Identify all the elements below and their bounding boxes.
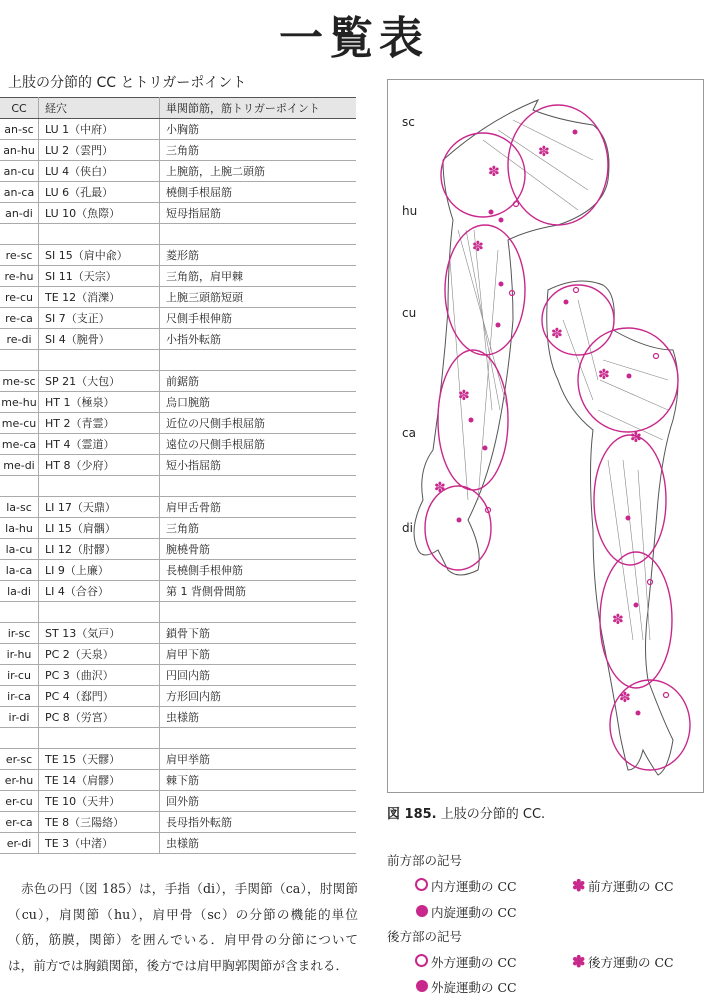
cell-muscle: 上腕三頭筋短頭 [160, 287, 357, 308]
cc-table [0, 97, 356, 854]
ring-symbol-icon [415, 878, 428, 894]
cell-muscle: 長母指外転筋 [160, 812, 357, 833]
legend-back-item-0: 外方運動の CC [415, 953, 517, 971]
segment-circle-di-front [425, 486, 491, 570]
segment-circle-sc-back [542, 285, 614, 355]
cell-acupoint: LI 15（肩髃） [39, 518, 160, 539]
table-row [0, 812, 356, 833]
table-row [0, 623, 356, 644]
cell-cc-code: er-sc [0, 749, 39, 770]
cell-muscle: 短小指屈筋 [160, 455, 357, 476]
table-row [0, 791, 356, 812]
cell-acupoint: LI 12（肘髎） [39, 539, 160, 560]
cell-acupoint: LU 4（侠白） [39, 161, 160, 182]
cell-acupoint: PC 8（労宮） [39, 707, 160, 728]
cell-cc-code: an-sc [0, 119, 39, 140]
table-row [0, 497, 356, 518]
cell-cc-code: an-di [0, 203, 39, 224]
cell-muscle: 小胸筋 [160, 119, 357, 140]
cell-acupoint: LU 2（雲門） [39, 140, 160, 161]
cell-muscle: 虫様筋 [160, 833, 357, 854]
table-row [0, 329, 356, 350]
cell-acupoint: SI 15（肩中兪） [39, 245, 160, 266]
cell-acupoint: PC 3（曲沢） [39, 665, 160, 686]
legend-front-heading: 前方部の記号 [387, 853, 463, 868]
table-row [0, 266, 356, 287]
cell-muscle: 尺側手根伸筋 [160, 308, 357, 329]
figure-caption-number: 図 185. [387, 807, 437, 822]
table-row [0, 287, 356, 308]
cell-cc-code: ir-cu [0, 665, 39, 686]
cell-muscle: 三角筋，肩甲棘 [160, 266, 357, 287]
segment-label-sc: sc [402, 115, 415, 129]
cell-acupoint: PC 2（天泉） [39, 644, 160, 665]
cell-acupoint: TE 10（天井） [39, 791, 160, 812]
cell-cc-code: an-hu [0, 140, 39, 161]
cell-acupoint: LI 17（天鼎） [39, 497, 160, 518]
cell-muscle: 近位の尺側手根屈筋 [160, 413, 357, 434]
svg-text:✽: ✽ [551, 326, 563, 342]
star-symbol-icon: ✽ [572, 876, 586, 895]
cell-cc-code: re-hu [0, 266, 39, 287]
segment-label-hu: hu [402, 204, 418, 218]
table-row [0, 371, 356, 392]
table-row [0, 308, 356, 329]
table-row [0, 833, 356, 854]
legend-back-heading: 後方部の記号 [387, 929, 463, 944]
cell-muscle: 菱形筋 [160, 245, 357, 266]
cell-acupoint: SI 7（支正） [39, 308, 160, 329]
legend-back-item-2: 外旋運動の CC [415, 978, 517, 996]
segment-circle-sc-front [441, 133, 525, 217]
cell-acupoint: TE 14（肩髎） [39, 770, 160, 791]
cell-muscle: 遠位の尺側手根屈筋 [160, 434, 357, 455]
cell-muscle: 方形回内筋 [160, 686, 357, 707]
cell-cc-code: er-hu [0, 770, 39, 791]
cell-acupoint: TE 12（消濼） [39, 287, 160, 308]
segment-circle-cu-back [594, 435, 666, 565]
cell-cc-code: er-cu [0, 791, 39, 812]
cell-acupoint: HT 2（青霊） [39, 413, 160, 434]
cell-acupoint: HT 8（少府） [39, 455, 160, 476]
table-row [0, 707, 356, 728]
table-spacer-row [0, 602, 356, 623]
cell-cc-code: me-hu [0, 392, 39, 413]
figure-caption [387, 803, 545, 822]
cell-muscle: 烏口腕筋 [160, 392, 357, 413]
figure-caption-text: 上肢の分節的 CC. [436, 807, 546, 822]
cell-acupoint: LU 1（中府） [39, 119, 160, 140]
segment-circle-hu-back [578, 328, 678, 432]
cell-cc-code: re-cu [0, 287, 39, 308]
dot-symbol-icon [415, 905, 428, 920]
dot-symbol-icon [415, 980, 428, 995]
table-row [0, 119, 356, 140]
svg-text:✽: ✽ [458, 388, 470, 404]
table-row [0, 665, 356, 686]
cell-acupoint: SI 11（天宗） [39, 266, 160, 287]
cell-acupoint: SI 4（腕骨） [39, 329, 160, 350]
cell-muscle: 回外筋 [160, 791, 357, 812]
cell-acupoint: ST 13（気戸） [39, 623, 160, 644]
cell-cc-code: la-ca [0, 560, 39, 581]
svg-text:✽: ✽ [434, 480, 446, 496]
cell-acupoint: LU 6（孔最） [39, 182, 160, 203]
cell-cc-code: re-di [0, 329, 39, 350]
svg-text:✽: ✽ [619, 690, 631, 706]
cell-muscle: 腕橈骨筋 [160, 539, 357, 560]
table-header-row [0, 98, 356, 119]
page-title: 一覧表 [279, 13, 429, 64]
cell-muscle: 小指外転筋 [160, 329, 357, 350]
arm-illustration [388, 80, 703, 792]
cell-muscle: 肩甲舌骨筋 [160, 497, 357, 518]
column-header-muscle: 単関節筋，筋トリガーポイント [160, 98, 357, 119]
cell-cc-code: me-di [0, 455, 39, 476]
table-row [0, 203, 356, 224]
table-row [0, 245, 356, 266]
cell-acupoint: LI 9（上廉） [39, 560, 160, 581]
segment-circle-cu-front [445, 225, 525, 355]
cell-acupoint: TE 3（中渚） [39, 833, 160, 854]
table-spacer-row [0, 476, 356, 497]
cell-cc-code: er-ca [0, 812, 39, 833]
legend-front-item-0: 内方運動の CC [415, 877, 517, 895]
segment-circle-scapula-front [508, 105, 608, 225]
table-spacer-row [0, 350, 356, 371]
table-row [0, 644, 356, 665]
table-row [0, 182, 356, 203]
table-row [0, 770, 356, 791]
svg-text:✽: ✽ [488, 164, 500, 180]
cell-cc-code: me-cu [0, 413, 39, 434]
table-spacer-row [0, 224, 356, 245]
segment-label-cu: cu [402, 306, 417, 320]
svg-text:✽: ✽ [612, 612, 624, 628]
svg-text:✽: ✽ [630, 430, 642, 446]
table-row [0, 539, 356, 560]
segment-circle-ca-back [600, 552, 672, 688]
cell-muscle: 三角筋 [160, 518, 357, 539]
cell-cc-code: la-cu [0, 539, 39, 560]
table-row [0, 392, 356, 413]
cell-acupoint: HT 4（霊道） [39, 434, 160, 455]
cell-muscle: 肩甲下筋 [160, 644, 357, 665]
cell-muscle: 鎖骨下筋 [160, 623, 357, 644]
cell-muscle: 橈側手根屈筋 [160, 182, 357, 203]
cell-acupoint: SP 21（大包） [39, 371, 160, 392]
svg-text:✽: ✽ [538, 144, 550, 160]
body-paragraph: 赤色の円（図 185）は，手指（di），手関節（ca），肘関節（cu），肩関節（hu），肩甲骨（sc）の分節の機能的単位（筋，筋膜，関節）を囲んでいる．肩甲骨の分節については，前方では胸鎖関節，後方では肩甲胸郭関節が含まれる． [8, 881, 358, 973]
cell-acupoint: PC 4（郄門） [39, 686, 160, 707]
cell-acupoint: LU 10（魚際） [39, 203, 160, 224]
table-title: 上肢の分節的 CC とトリガーポイント [8, 75, 247, 91]
cell-muscle: 上腕筋，上腕二頭筋 [160, 161, 357, 182]
cell-cc-code: la-sc [0, 497, 39, 518]
table-row [0, 560, 356, 581]
table-row [0, 581, 356, 602]
cell-muscle: 長橈側手根伸筋 [160, 560, 357, 581]
table-row [0, 140, 356, 161]
cell-cc-code: er-di [0, 833, 39, 854]
cell-muscle: 前鋸筋 [160, 371, 357, 392]
svg-text:✽: ✽ [598, 367, 610, 383]
legend-front-item-2: 内旋運動の CC [415, 903, 517, 921]
table-row [0, 455, 356, 476]
segment-label-di: di [402, 521, 413, 535]
cell-cc-code: ir-ca [0, 686, 39, 707]
table-row [0, 434, 356, 455]
cell-cc-code: an-cu [0, 161, 39, 182]
cell-acupoint: LI 4（合谷） [39, 581, 160, 602]
table-body [0, 119, 356, 854]
cell-cc-code: la-hu [0, 518, 39, 539]
segment-label-ca: ca [402, 426, 416, 440]
table-row [0, 413, 356, 434]
cell-cc-code: ir-di [0, 707, 39, 728]
cell-cc-code: re-ca [0, 308, 39, 329]
cell-cc-code: ir-hu [0, 644, 39, 665]
cell-muscle: 短母指屈筋 [160, 203, 357, 224]
cell-muscle: 肩甲挙筋 [160, 749, 357, 770]
cell-muscle: 円回内筋 [160, 665, 357, 686]
cell-acupoint: TE 15（天髎） [39, 749, 160, 770]
column-header-cc: CC [0, 98, 39, 119]
cell-cc-code: re-sc [0, 245, 39, 266]
cell-acupoint: HT 1（極泉） [39, 392, 160, 413]
column-header-acupoint: 経穴 [39, 98, 160, 119]
star-symbol-icon: ✽ [572, 952, 586, 971]
cell-cc-code: me-ca [0, 434, 39, 455]
table-row [0, 518, 356, 539]
ring-symbol-icon [415, 954, 428, 970]
cell-muscle: 三角筋 [160, 140, 357, 161]
figure-185 [387, 79, 704, 793]
legend-back-item-1: ✽ 後方運動の CC [572, 952, 674, 971]
table-row [0, 161, 356, 182]
table-row [0, 686, 356, 707]
legend-front-item-1: ✽ 前方運動の CC [572, 876, 674, 895]
cell-cc-code: la-di [0, 581, 39, 602]
cell-cc-code: an-ca [0, 182, 39, 203]
svg-text:✽: ✽ [472, 239, 484, 255]
cell-muscle: 虫様筋 [160, 707, 357, 728]
cell-muscle: 棘下筋 [160, 770, 357, 791]
cell-muscle: 第 1 背側骨間筋 [160, 581, 357, 602]
table-spacer-row [0, 728, 356, 749]
cell-cc-code: me-sc [0, 371, 39, 392]
cell-acupoint: TE 8（三陽絡） [39, 812, 160, 833]
cell-cc-code: ir-sc [0, 623, 39, 644]
table-row [0, 749, 356, 770]
